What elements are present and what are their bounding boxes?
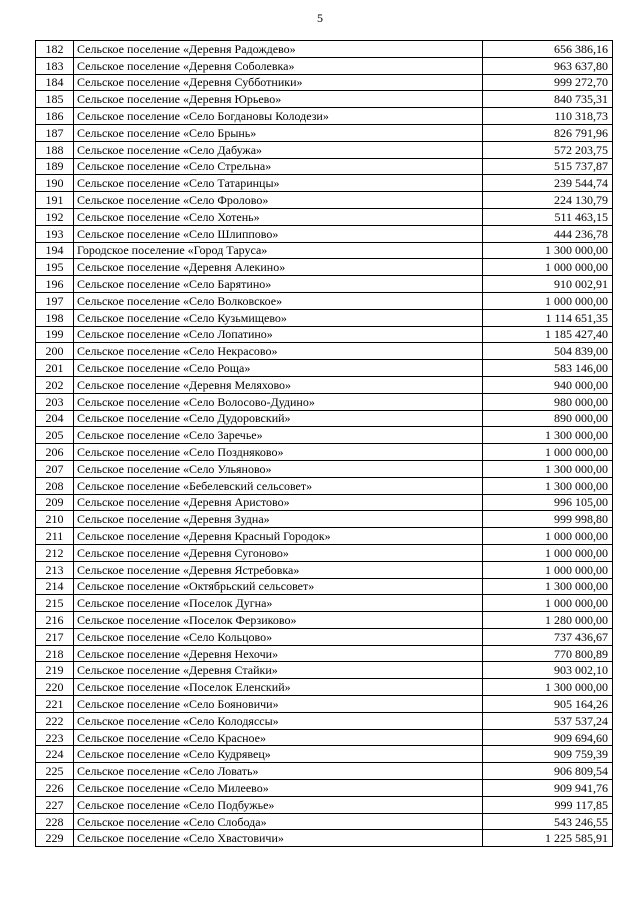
amount-cell: 1 300 000,00	[483, 578, 613, 595]
table-row	[36, 158, 613, 175]
table-row	[36, 696, 613, 713]
amount-cell: 511 463,15	[483, 208, 613, 225]
row-number-cell: 212	[36, 544, 74, 561]
amount-cell: 909 941,76	[483, 780, 613, 797]
table-row	[36, 544, 613, 561]
amount-cell: 1 000 000,00	[483, 561, 613, 578]
amount-cell: 903 002,10	[483, 662, 613, 679]
settlement-name-cell: Сельское поселение «Село Фролово»	[74, 192, 483, 209]
amount-cell: 906 809,54	[483, 763, 613, 780]
settlement-name-cell: Сельское поселение «Село Брынь»	[74, 124, 483, 141]
settlement-name-cell: Сельское поселение «Село Стрельна»	[74, 158, 483, 175]
settlement-name-cell: Сельское поселение «Деревня Сугоново»	[74, 544, 483, 561]
row-number-cell: 189	[36, 158, 74, 175]
amount-cell: 1 000 000,00	[483, 528, 613, 545]
table-row	[36, 595, 613, 612]
amount-cell: 537 537,24	[483, 712, 613, 729]
row-number-cell: 198	[36, 309, 74, 326]
row-number-cell: 210	[36, 511, 74, 528]
amount-cell: 583 146,00	[483, 360, 613, 377]
table-row	[36, 729, 613, 746]
row-number-cell: 196	[36, 276, 74, 293]
row-number-cell: 224	[36, 746, 74, 763]
settlement-name-cell: Сельское поселение «Село Роща»	[74, 360, 483, 377]
settlement-name-cell: Сельское поселение «Село Поздняково»	[74, 444, 483, 461]
settlement-name-cell: Сельское поселение «Село Кузьмищево»	[74, 309, 483, 326]
row-number-cell: 187	[36, 124, 74, 141]
table-row	[36, 612, 613, 629]
table-row	[36, 561, 613, 578]
row-number-cell: 204	[36, 410, 74, 427]
settlement-name-cell: Сельское поселение «Село Барятино»	[74, 276, 483, 293]
table-row	[36, 780, 613, 797]
settlement-name-cell: Сельское поселение «Деревня Юрьево»	[74, 91, 483, 108]
row-number-cell: 228	[36, 813, 74, 830]
row-number-cell: 194	[36, 242, 74, 259]
amount-cell: 890 000,00	[483, 410, 613, 427]
settlement-name-cell: Сельское поселение «Село Красное»	[74, 729, 483, 746]
amount-cell: 1 225 585,91	[483, 830, 613, 847]
row-number-cell: 188	[36, 141, 74, 158]
amount-cell: 444 236,78	[483, 225, 613, 242]
amount-cell: 1 114 651,35	[483, 309, 613, 326]
settlement-name-cell: Сельское поселение «Село Подбужье»	[74, 796, 483, 813]
settlement-name-cell: Сельское поселение «Село Кольцово»	[74, 628, 483, 645]
table-row	[36, 259, 613, 276]
table-row	[36, 746, 613, 763]
table-row	[36, 343, 613, 360]
table-row	[36, 444, 613, 461]
row-number-cell: 191	[36, 192, 74, 209]
settlement-name-cell: Городское поселение «Город Таруса»	[74, 242, 483, 259]
settlement-name-cell: Сельское поселение «Деревня Стайки»	[74, 662, 483, 679]
table-row	[36, 276, 613, 293]
table-row	[36, 511, 613, 528]
table-row	[36, 41, 613, 58]
row-number-cell: 203	[36, 393, 74, 410]
table-row	[36, 645, 613, 662]
table-row	[36, 309, 613, 326]
row-number-cell: 199	[36, 326, 74, 343]
row-number-cell: 205	[36, 427, 74, 444]
row-number-cell: 223	[36, 729, 74, 746]
table-row	[36, 108, 613, 125]
row-number-cell: 220	[36, 679, 74, 696]
settlement-name-cell: Сельское поселение «Деревня Субботники»	[74, 74, 483, 91]
settlement-name-cell: Сельское поселение «Село Богдановы Колодези»	[74, 108, 483, 125]
table-row	[36, 242, 613, 259]
settlement-name-cell: Сельское поселение «Село Кудрявец»	[74, 746, 483, 763]
page-number: 5	[317, 11, 323, 25]
amount-cell: 999 117,85	[483, 796, 613, 813]
table-row	[36, 494, 613, 511]
amount-cell: 1 000 000,00	[483, 544, 613, 561]
row-number-cell: 197	[36, 292, 74, 309]
settlement-name-cell: Сельское поселение «Село Хотень»	[74, 208, 483, 225]
row-number-cell: 201	[36, 360, 74, 377]
row-number-cell: 193	[36, 225, 74, 242]
amount-cell: 996 105,00	[483, 494, 613, 511]
settlement-name-cell: Сельское поселение «Бебелевский сельсовет»	[74, 477, 483, 494]
amount-cell: 656 386,16	[483, 41, 613, 58]
settlement-name-cell: Сельское поселение «Деревня Нехочи»	[74, 645, 483, 662]
row-number-cell: 211	[36, 528, 74, 545]
table-row	[36, 477, 613, 494]
allocation-table	[35, 40, 613, 847]
row-number-cell: 183	[36, 57, 74, 74]
settlement-name-cell: Сельское поселение «Деревня Радождево»	[74, 41, 483, 58]
row-number-cell: 226	[36, 780, 74, 797]
table-row	[36, 662, 613, 679]
amount-cell: 110 318,73	[483, 108, 613, 125]
amount-cell: 1 000 000,00	[483, 259, 613, 276]
settlement-name-cell: Сельское поселение «Село Волосово-Дудино»	[74, 393, 483, 410]
settlement-name-cell: Сельское поселение «Село Лопатино»	[74, 326, 483, 343]
settlement-name-cell: Сельское поселение «Село Дабужа»	[74, 141, 483, 158]
table-row	[36, 124, 613, 141]
settlement-name-cell: Сельское поселение «Село Милеево»	[74, 780, 483, 797]
settlement-name-cell: Сельское поселение «Село Татаринцы»	[74, 175, 483, 192]
amount-cell: 940 000,00	[483, 376, 613, 393]
settlement-name-cell: Сельское поселение «Село Бояновичи»	[74, 696, 483, 713]
table-row	[36, 393, 613, 410]
table-row	[36, 292, 613, 309]
amount-cell: 909 694,60	[483, 729, 613, 746]
amount-cell: 1 300 000,00	[483, 242, 613, 259]
row-number-cell: 216	[36, 612, 74, 629]
amount-cell: 1 280 000,00	[483, 612, 613, 629]
table-body	[36, 41, 613, 847]
row-number-cell: 190	[36, 175, 74, 192]
table-row	[36, 141, 613, 158]
amount-cell: 224 130,79	[483, 192, 613, 209]
amount-cell: 543 246,55	[483, 813, 613, 830]
table-row	[36, 679, 613, 696]
settlement-name-cell: Сельское поселение «Село Хвастовичи»	[74, 830, 483, 847]
settlement-name-cell: Сельское поселение «Село Волковское»	[74, 292, 483, 309]
settlement-name-cell: Сельское поселение «Деревня Зудна»	[74, 511, 483, 528]
settlement-name-cell: Сельское поселение «Село Слобода»	[74, 813, 483, 830]
settlement-name-cell: Сельское поселение «Село Шлиппово»	[74, 225, 483, 242]
table-row	[36, 208, 613, 225]
table-row	[36, 813, 613, 830]
settlement-name-cell: Сельское поселение «Октябрьский сельсовет»	[74, 578, 483, 595]
table-row	[36, 427, 613, 444]
row-number-cell: 206	[36, 444, 74, 461]
amount-cell: 1 185 427,40	[483, 326, 613, 343]
table-row	[36, 326, 613, 343]
settlement-name-cell: Сельское поселение «Село Колодяссы»	[74, 712, 483, 729]
amount-cell: 1 000 000,00	[483, 292, 613, 309]
row-number-cell: 200	[36, 343, 74, 360]
table-row	[36, 712, 613, 729]
settlement-name-cell: Сельское поселение «Село Дудоровский»	[74, 410, 483, 427]
settlement-name-cell: Сельское поселение «Деревня Меляхово»	[74, 376, 483, 393]
amount-cell: 770 800,89	[483, 645, 613, 662]
table-row	[36, 528, 613, 545]
table-row	[36, 74, 613, 91]
settlement-name-cell: Сельское поселение «Поселок Ферзиково»	[74, 612, 483, 629]
amount-cell: 910 002,91	[483, 276, 613, 293]
row-number-cell: 184	[36, 74, 74, 91]
amount-cell: 1 300 000,00	[483, 427, 613, 444]
row-number-cell: 227	[36, 796, 74, 813]
amount-cell: 1 300 000,00	[483, 477, 613, 494]
row-number-cell: 182	[36, 41, 74, 58]
settlement-name-cell: Сельское поселение «Деревня Ястребовка»	[74, 561, 483, 578]
table-row	[36, 192, 613, 209]
amount-cell: 515 737,87	[483, 158, 613, 175]
table-row	[36, 763, 613, 780]
row-number-cell: 219	[36, 662, 74, 679]
table-row	[36, 175, 613, 192]
settlement-name-cell: Сельское поселение «Село Заречье»	[74, 427, 483, 444]
table-row	[36, 460, 613, 477]
settlement-name-cell: Сельское поселение «Деревня Красный Городок»	[74, 528, 483, 545]
table-row	[36, 57, 613, 74]
row-number-cell: 217	[36, 628, 74, 645]
row-number-cell: 229	[36, 830, 74, 847]
settlement-name-cell: Сельское поселение «Село Ловать»	[74, 763, 483, 780]
row-number-cell: 214	[36, 578, 74, 595]
amount-cell: 905 164,26	[483, 696, 613, 713]
amount-cell: 826 791,96	[483, 124, 613, 141]
amount-cell: 239 544,74	[483, 175, 613, 192]
table-row	[36, 91, 613, 108]
amount-cell: 1 000 000,00	[483, 444, 613, 461]
amount-cell: 1 300 000,00	[483, 460, 613, 477]
row-number-cell: 218	[36, 645, 74, 662]
amount-cell: 999 998,80	[483, 511, 613, 528]
row-number-cell: 213	[36, 561, 74, 578]
row-number-cell: 209	[36, 494, 74, 511]
row-number-cell: 192	[36, 208, 74, 225]
amount-cell: 1 000 000,00	[483, 595, 613, 612]
settlement-name-cell: Сельское поселение «Деревня Алекино»	[74, 259, 483, 276]
row-number-cell: 186	[36, 108, 74, 125]
row-number-cell: 207	[36, 460, 74, 477]
settlement-name-cell: Сельское поселение «Деревня Соболевка»	[74, 57, 483, 74]
amount-cell: 963 637,80	[483, 57, 613, 74]
table-row	[36, 410, 613, 427]
table-row	[36, 225, 613, 242]
table-row	[36, 578, 613, 595]
amount-cell: 572 203,75	[483, 141, 613, 158]
settlement-name-cell: Сельское поселение «Поселок Еленский»	[74, 679, 483, 696]
table-row	[36, 376, 613, 393]
amount-cell: 999 272,70	[483, 74, 613, 91]
row-number-cell: 195	[36, 259, 74, 276]
table-row	[36, 628, 613, 645]
table-row	[36, 360, 613, 377]
settlement-name-cell: Сельское поселение «Поселок Дугна»	[74, 595, 483, 612]
amount-cell: 737 436,67	[483, 628, 613, 645]
row-number-cell: 221	[36, 696, 74, 713]
amount-cell: 840 735,31	[483, 91, 613, 108]
row-number-cell: 185	[36, 91, 74, 108]
amount-cell: 504 839,00	[483, 343, 613, 360]
amount-cell: 909 759,39	[483, 746, 613, 763]
amount-cell: 980 000,00	[483, 393, 613, 410]
row-number-cell: 222	[36, 712, 74, 729]
settlement-name-cell: Сельское поселение «Село Ульяново»	[74, 460, 483, 477]
table-row	[36, 796, 613, 813]
row-number-cell: 225	[36, 763, 74, 780]
table-row	[36, 830, 613, 847]
row-number-cell: 215	[36, 595, 74, 612]
settlement-name-cell: Сельское поселение «Деревня Аристово»	[74, 494, 483, 511]
amount-cell: 1 300 000,00	[483, 679, 613, 696]
row-number-cell: 208	[36, 477, 74, 494]
settlement-name-cell: Сельское поселение «Село Некрасово»	[74, 343, 483, 360]
row-number-cell: 202	[36, 376, 74, 393]
